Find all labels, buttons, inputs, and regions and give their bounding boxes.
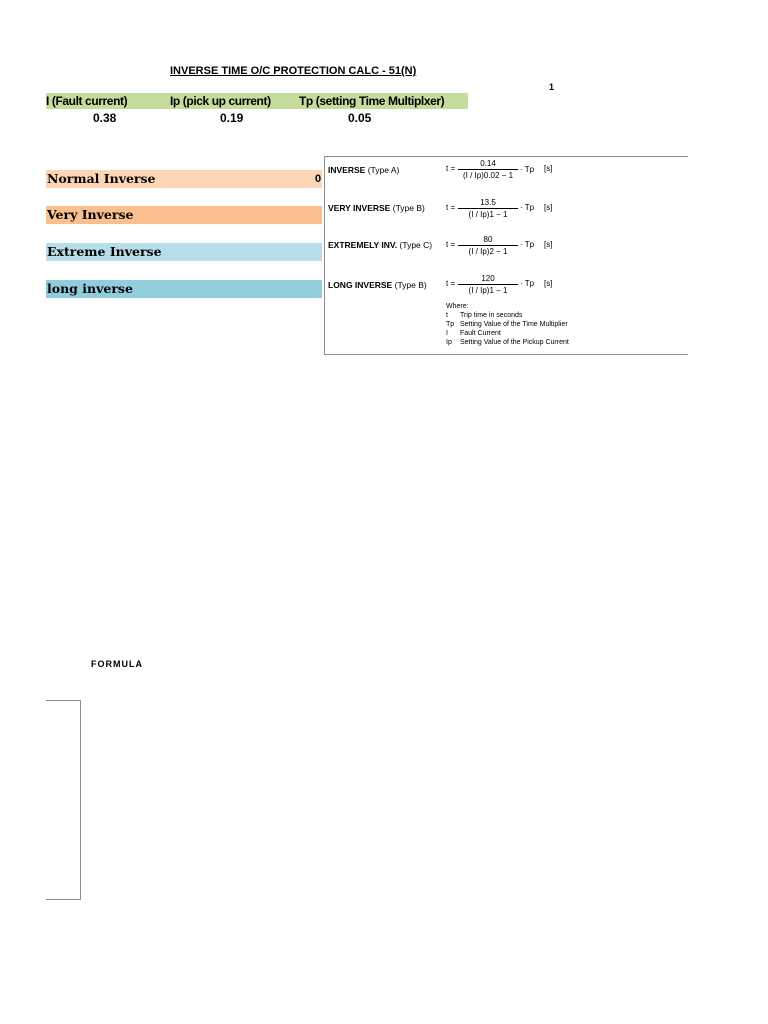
curve-normal-inverse[interactable]: Normal Inverse xyxy=(46,170,322,188)
where-legend xyxy=(446,302,569,347)
formula-long-inverse-label: LONG INVERSE (Type B) xyxy=(328,280,427,290)
formula-extremely-inverse-unit: [s] xyxy=(544,240,553,249)
fault-current-value[interactable]: 0.38 xyxy=(93,111,117,125)
pickup-current-header: Ip (pick up current) xyxy=(170,94,271,108)
formula-box-right-border xyxy=(80,700,81,900)
formula-inverse-fraction: $\frac{0.14}{(I / Ip)0.02 - 1}$ xyxy=(458,159,518,180)
formula-top-border xyxy=(324,156,688,157)
formula-very-inverse-label: VERY INVERSE (Type B) xyxy=(328,203,425,213)
time-multiplier-value[interactable]: 0.05 xyxy=(348,111,372,125)
page-number: 1 xyxy=(549,82,555,92)
curve-very-inverse[interactable]: Very Inverse xyxy=(46,206,322,224)
formula-inverse-tp: · Tp xyxy=(520,165,535,174)
formula-reference-image xyxy=(324,156,688,356)
where-item: Ip Setting Value of the Pickup Current xyxy=(446,339,569,346)
curve-long-inverse[interactable]: long inverse xyxy=(46,280,322,298)
formula-box-top-border xyxy=(46,700,81,701)
formula-inverse-eq: t = xyxy=(446,164,456,173)
formula-very-inverse-eq: t = xyxy=(446,203,456,212)
formula-long-inverse-tp: · Tp xyxy=(520,279,535,288)
formula-long-inverse-eq: t = xyxy=(446,279,456,288)
formula-very-inverse-tp: · Tp xyxy=(520,203,535,212)
formula-very-inverse-fraction: $\frac{13.5}{(I / Ip)1 - 1}$ xyxy=(458,198,518,219)
formula-section-label: FORMULA xyxy=(91,659,143,669)
formula-bottom-border xyxy=(324,354,688,355)
formula-long-inverse-fraction: $\frac{120}{(I / Ip)1 - 1}$ xyxy=(458,274,518,295)
formula-inverse-label: INVERSE (Type A) xyxy=(328,165,400,175)
page-title: INVERSE TIME O/C PROTECTION CALC - 51(N) xyxy=(170,65,417,77)
formula-very-inverse-unit: [s] xyxy=(544,203,553,212)
formula-long-inverse-unit: [s] xyxy=(544,279,553,288)
curve-extreme-inverse[interactable]: Extreme Inverse xyxy=(46,243,322,261)
fault-current-header: I (Fault current) xyxy=(46,94,128,108)
where-heading: Where: xyxy=(446,303,469,310)
formula-inverse-unit: [s] xyxy=(544,164,553,173)
time-multiplier-header: Tp (setting Time Multiplxer) xyxy=(299,94,445,108)
formula-extremely-inverse-eq: t = xyxy=(446,240,456,249)
result-value: 0 xyxy=(315,173,322,185)
formula-extremely-inverse-fraction: $\frac{80}{(I / Ip)2 - 1}$ xyxy=(458,235,518,256)
pickup-current-value[interactable]: 0.19 xyxy=(220,111,244,125)
where-item: I Fault Current xyxy=(446,330,501,337)
formula-box-bottom-border xyxy=(46,899,81,900)
where-item: t Trip time in seconds xyxy=(446,312,523,319)
formula-extremely-inverse-tp: · Tp xyxy=(520,240,535,249)
formula-extremely-inverse-label: EXTREMELY INV. (Type C) xyxy=(328,240,433,250)
formula-left-border xyxy=(324,156,325,355)
where-item: Tp Setting Value of the Time Multiplier xyxy=(446,321,568,328)
